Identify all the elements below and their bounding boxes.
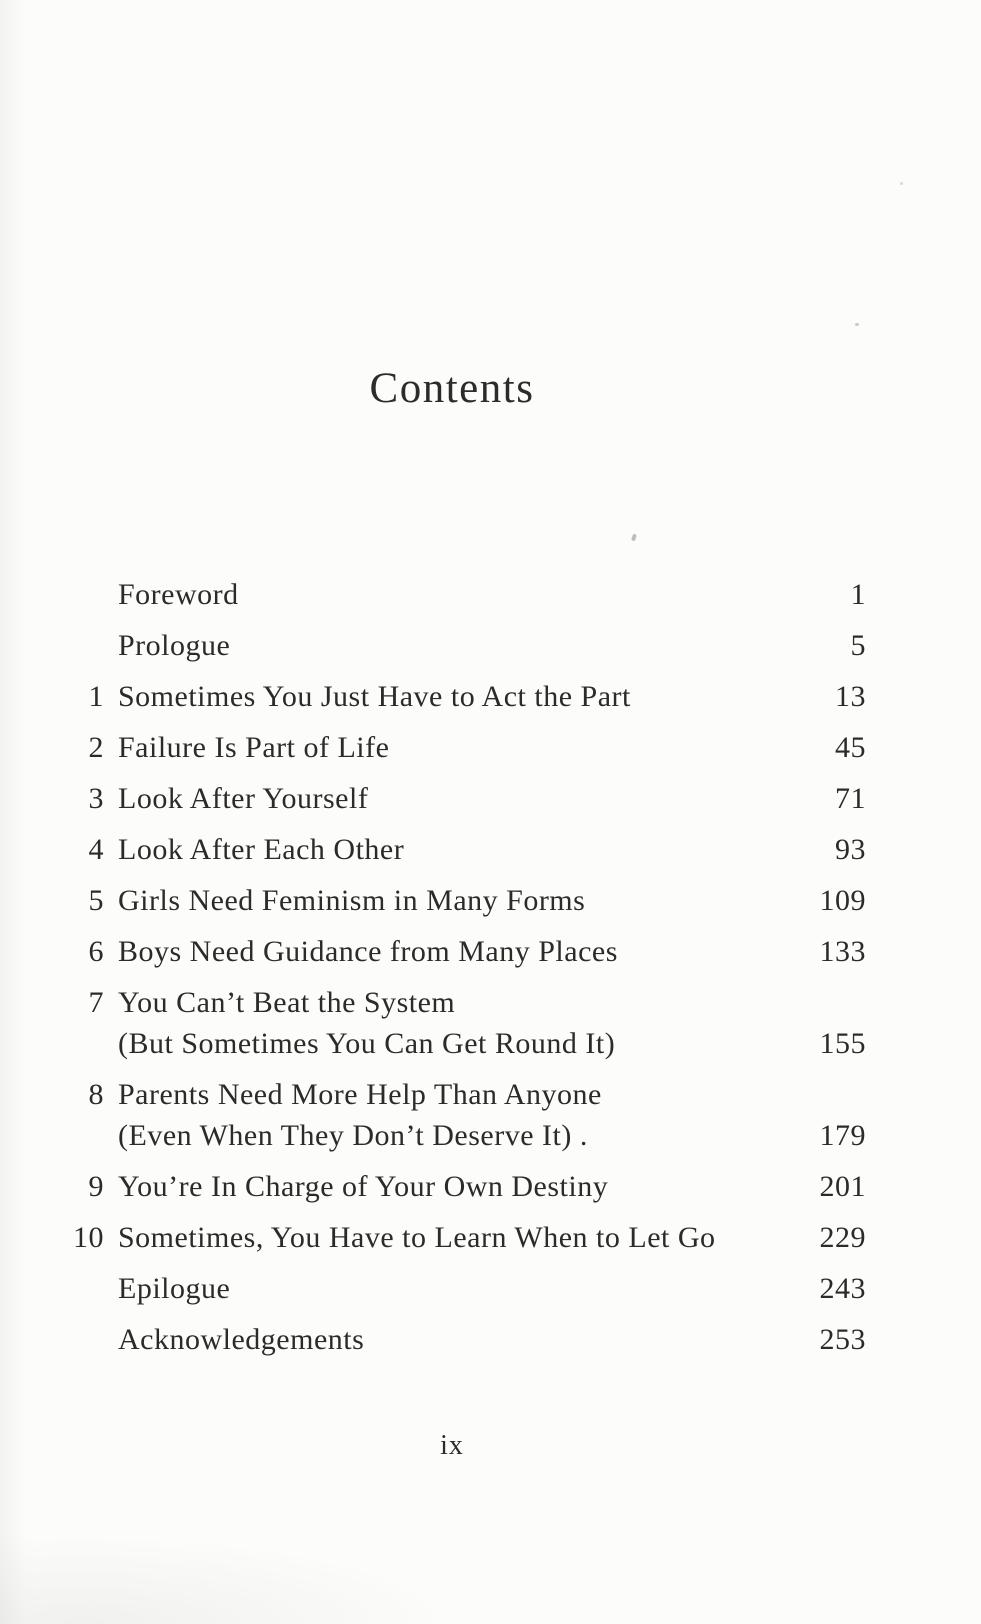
scan-edge-shading — [0, 0, 26, 1624]
chapter-number: 3 — [88, 782, 104, 815]
entry-title: Foreword — [118, 578, 239, 611]
toc-entry-chapter-10 — [72, 1217, 866, 1258]
chapter-number: 8 — [88, 1078, 104, 1111]
entry-title: Boys Need Guidance from Many Places — [118, 935, 618, 968]
entry-title: Failure Is Part of Life — [118, 731, 390, 764]
entry-title: Look After Each Other — [118, 833, 405, 866]
entry-page-number: 5 — [850, 629, 866, 662]
entry-title: Look After Yourself — [118, 782, 369, 815]
chapter-number: 2 — [88, 731, 104, 764]
scan-smudge — [0, 1534, 460, 1624]
chapter-number: 5 — [88, 884, 104, 917]
entry-title: Girls Need Feminism in Many Forms — [118, 884, 586, 917]
toc-entry-chapter-8 — [72, 1074, 866, 1156]
entry-title: Epilogue — [118, 1272, 231, 1305]
toc-entry-epilogue — [72, 1268, 866, 1309]
entry-title: You Can’t Beat the System (But Sometimes You Can Get Round It) — [118, 986, 616, 1060]
scan-speck — [855, 323, 859, 326]
toc-entry-chapter-4 — [72, 829, 866, 870]
scan-speck — [631, 534, 637, 542]
toc-entry-chapter-2 — [72, 727, 866, 768]
entry-page-number: 71 — [835, 782, 866, 815]
chapter-number: 6 — [88, 935, 104, 968]
entry-page-number: 179 — [819, 1119, 866, 1152]
toc-entry-chapter-6 — [72, 931, 866, 972]
entry-page-number: 109 — [819, 884, 866, 917]
toc-entry-chapter-1 — [72, 676, 866, 717]
chapter-number: 1 — [88, 680, 104, 713]
toc-entry-chapter-9 — [72, 1166, 866, 1207]
toc-entry-chapter-3 — [72, 778, 866, 819]
entry-page-number: 253 — [819, 1323, 866, 1356]
entry-title: Sometimes You Just Have to Act the Part — [118, 680, 631, 713]
toc-entry-chapter-7 — [72, 982, 866, 1064]
scan-speck — [900, 182, 903, 185]
chapter-number: 7 — [88, 986, 104, 1019]
chapter-number: 10 — [73, 1221, 104, 1254]
table-of-contents — [72, 574, 866, 1370]
entry-page-number: 1 — [850, 578, 866, 611]
entry-page-number: 229 — [819, 1221, 866, 1254]
page-title: Contents — [369, 365, 535, 412]
entry-title: Acknowledgements — [118, 1323, 365, 1356]
chapter-number: 4 — [88, 833, 104, 866]
folio-page-number: ix — [440, 1430, 464, 1461]
entry-title: You’re In Charge of Your Own Destiny — [118, 1170, 609, 1203]
entry-page-number: 155 — [819, 1027, 866, 1060]
toc-entry-foreword — [72, 574, 866, 615]
entry-page-number: 133 — [819, 935, 866, 968]
chapter-number: 9 — [88, 1170, 104, 1203]
entry-title: Sometimes, You Have to Learn When to Let Go — [118, 1221, 716, 1254]
entry-page-number: 243 — [819, 1272, 866, 1305]
entry-title: Prologue — [118, 629, 231, 662]
entry-page-number: 201 — [819, 1170, 866, 1203]
entry-page-number: 93 — [835, 833, 866, 866]
entry-title: Parents Need More Help Than Anyone (Even When They Don’t Deserve It) . — [118, 1078, 602, 1152]
toc-entry-acknowledgements — [72, 1319, 866, 1360]
toc-entry-chapter-5 — [72, 880, 866, 921]
entry-page-number: 45 — [835, 731, 866, 764]
entry-page-number: 13 — [835, 680, 866, 713]
toc-entry-prologue — [72, 625, 866, 666]
